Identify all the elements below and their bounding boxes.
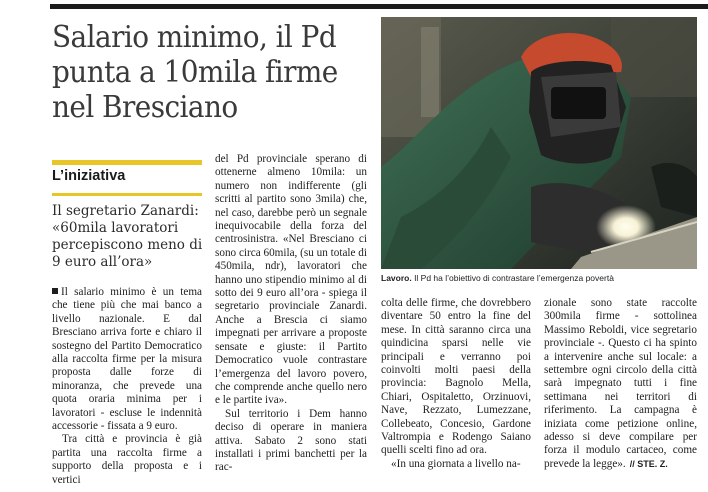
paragraph: colta delle firme, che dovrebbero diventare 50 entro la fine del mese. In città saranno circa una quindicina sparsi nelle vie principali e verranno poi coinvolti molti paesi della provincia: Bagnolo Mella, Chiari, Ospitaletto, Orzinuovi, Nave, Rezzato, Lumezzane, Collebeato, Concesio, Gardone Valtrompia e Rodengo Saiano quelli scelti fino ad ora. xyxy=(381,297,531,457)
kicker-bar-bottom xyxy=(52,193,202,196)
article-column-4 xyxy=(544,297,697,471)
paragraph: Sul territorio i Dem hanno deciso di operare in maniera attiva. Sabato 2 sono stati installati i primi banchetti per la rac- xyxy=(215,407,367,474)
caption-text: Il Pd ha l’obiettivo di contrastare l’emergenza povertà xyxy=(411,273,614,283)
subhead: Il segretario Zanardi: «60mila lavoratori percepiscono meno di 9 euro all’ora» xyxy=(52,203,203,270)
caption-label: Lavoro. xyxy=(381,273,412,283)
paragraph: Tra città e provincia è già partita una raccolta firme a supporto della proposta e i vertici xyxy=(52,433,202,486)
author-signature: // STE. Z. xyxy=(629,458,668,469)
photo-caption xyxy=(381,273,697,284)
paragraph xyxy=(544,297,697,471)
paragraph: del Pd provinciale sperano di ottenerne almeno 10mila: un numero non indifferente (gli scritti al partito sono 3mila) che, nel caso, darebbe però un segnale inequivocabile della forza del centrosinistra. «Nel Bresciano ci sono circa 60mila, (su un totale di 450mila, ndr), lavoratori che hanno uno stipendio minimo al di sotto dei 9 euro all’ora - spiega il segretario provinciale Zanardi. Anche a Brescia ci siamo impegnati per arrivare a proposte sensate e giuste: il Partito Democratico vuole contrastare l’emergenza del lavoro povero, che comprende anche quello nero e le partite iva». xyxy=(215,153,367,407)
bullet-square-icon xyxy=(52,288,58,294)
paragraph xyxy=(52,286,202,433)
article-column-3 xyxy=(381,297,531,471)
paragraph: «In una giornata a livello na- xyxy=(391,457,521,470)
paragraph-text: Il salario minimo è un tema che tiene più che mai banco a livello nazionale. E dal Bresciano arriva forte e chiaro il sostegno del Partito Democratico alla raccolta firme per la misura proposta dalle forze di minoranza, che prevede una quota oraria minima per i lavoratori - escluse le indennità accessorie - fissata a 9 euro. xyxy=(52,286,202,433)
article-photo xyxy=(381,17,697,269)
headline: Salario minimo, il Pd punta a 10mila firme nel Bresciano xyxy=(52,20,338,125)
kicker: L’iniziativa xyxy=(52,168,126,184)
paragraph-text: zionale sono state raccolte 300mila firme - sottolinea Massimo Reboldi, vice segretario provinciale -. Questo ci ha spinto a intervenire anche sul locale: a settembre ogni circolo della città sarà impegnato tutti i fine settimana nei territori di riferimento. La campagna è iniziata come petizione online, adesso si deve compilare per forza il modulo cartaceo, come prevede la legge». xyxy=(544,297,697,470)
article-column-1 xyxy=(52,286,202,487)
top-rule xyxy=(50,4,708,9)
kicker-bar-top xyxy=(52,160,202,165)
welder-illustration xyxy=(381,17,697,269)
article-column-2 xyxy=(215,153,367,475)
